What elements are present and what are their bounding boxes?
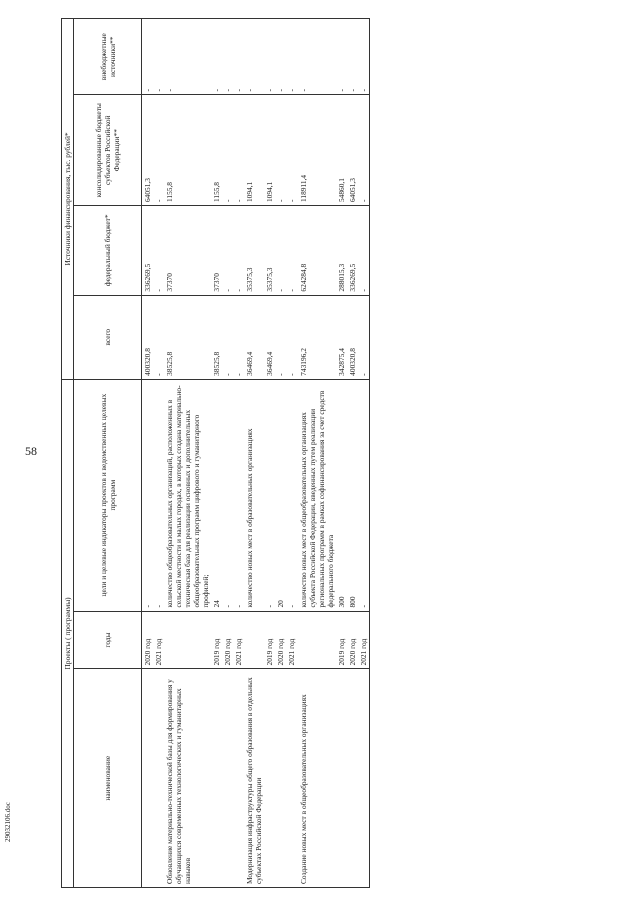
- table-row: [153, 19, 164, 888]
- row-total-cell: 38525,8: [164, 295, 211, 379]
- footer-filename: 29032106.doc: [4, 802, 12, 842]
- row-consolidated-cell: -: [358, 95, 370, 206]
- row-goal-cell: количество новых мест в общеобразовательных организациях субъекта Российской Федерации, введенных путем реализации региональных программ в рамках софинансирования за счет средств федерального бюджета: [298, 379, 336, 611]
- row-federal-cell: -: [153, 206, 164, 296]
- row-extrabudget-cell: -: [244, 19, 264, 95]
- row-extrabudget-cell: -: [233, 19, 244, 95]
- row-federal-cell: 35375,3: [264, 206, 275, 296]
- row-goal-cell: 300: [336, 379, 347, 611]
- row-total-cell: 400320,8: [142, 295, 154, 379]
- row-extrabudget-cell: -: [222, 19, 233, 95]
- row-goal-cell: количество новых мест в образовательных организациях: [244, 379, 264, 611]
- row-name-cell: Создание новых мест в общеобразовательных организациях: [298, 669, 336, 888]
- table-header: [62, 19, 142, 888]
- row-consolidated-cell: 1094,1: [244, 95, 264, 206]
- row-consolidated-cell: 64051,3: [347, 95, 358, 206]
- table-row: [358, 19, 370, 888]
- row-year-cell: [164, 611, 211, 669]
- row-total-cell: -: [358, 295, 370, 379]
- row-consolidated-cell: 1155,8: [164, 95, 211, 206]
- row-total-cell: -: [286, 295, 297, 379]
- row-name-cell: [222, 669, 233, 888]
- row-federal-cell: 37370: [211, 206, 222, 296]
- row-goal-cell: -: [286, 379, 297, 611]
- table-row: [244, 19, 264, 888]
- row-year-cell: 2019 год: [264, 611, 275, 669]
- row-total-cell: -: [233, 295, 244, 379]
- row-year-cell: [244, 611, 264, 669]
- row-consolidated-cell: 1155,8: [211, 95, 222, 206]
- row-goal-cell: количество общеобразовательных организаций, расположенных в сельской местности и малых городах, в которых создана материально-техническая база для реализации основных и дополнительных общеобразовательных программ цифрового и гуманитарного профилей;: [164, 379, 211, 611]
- row-year-cell: 2021 год: [153, 611, 164, 669]
- row-name-cell: Обновление материально-технической базы для формирования у обучающихся современных технологических и гуманитарных навыков: [164, 669, 211, 888]
- row-total-cell: 400320,8: [347, 295, 358, 379]
- row-year-cell: [298, 611, 336, 669]
- row-total-cell: 743196,2: [298, 295, 336, 379]
- row-extrabudget-cell: -: [298, 19, 336, 95]
- row-total-cell: 342875,4: [336, 295, 347, 379]
- row-federal-cell: 37370: [164, 206, 211, 296]
- row-federal-cell: -: [275, 206, 286, 296]
- row-name-cell: [211, 669, 222, 888]
- row-federal-cell: 336269,5: [142, 206, 154, 296]
- row-goal-cell: 20: [275, 379, 286, 611]
- table-row: [286, 19, 297, 888]
- federal-column-header: федеральный бюджет*: [74, 206, 142, 296]
- row-federal-cell: -: [222, 206, 233, 296]
- row-total-cell: 38525,8: [211, 295, 222, 379]
- table-row: [164, 19, 211, 888]
- row-extrabudget-cell: -: [164, 19, 211, 95]
- financing-table: [61, 18, 370, 888]
- goals-column-header: цели и целевые индикаторы проектов и ведомственных целевых программ: [74, 379, 142, 611]
- row-name-cell: [336, 669, 347, 888]
- row-total-cell: -: [222, 295, 233, 379]
- row-extrabudget-cell: -: [264, 19, 275, 95]
- row-extrabudget-cell: -: [358, 19, 370, 95]
- financing-table-sheet: [61, 18, 626, 888]
- consolidated-column-header: консолидированные бюджеты субъектов Российской Федерации**: [74, 95, 142, 206]
- row-year-cell: 2021 год: [233, 611, 244, 669]
- row-name-cell: [347, 669, 358, 888]
- row-goal-cell: -: [222, 379, 233, 611]
- row-extrabudget-cell: -: [275, 19, 286, 95]
- table-row: [142, 19, 154, 888]
- years-column-header: годы: [74, 611, 142, 669]
- table-row: [264, 19, 275, 888]
- row-consolidated-cell: -: [222, 95, 233, 206]
- row-total-cell: -: [275, 295, 286, 379]
- row-consolidated-cell: -: [286, 95, 297, 206]
- row-name-cell: [233, 669, 244, 888]
- row-total-cell: 36469,4: [244, 295, 264, 379]
- row-consolidated-cell: -: [233, 95, 244, 206]
- row-consolidated-cell: -: [275, 95, 286, 206]
- row-year-cell: 2019 год: [336, 611, 347, 669]
- row-name-cell: [275, 669, 286, 888]
- page-number: 58: [25, 444, 37, 458]
- row-extrabudget-cell: -: [142, 19, 154, 95]
- row-federal-cell: -: [286, 206, 297, 296]
- table-row: [275, 19, 286, 888]
- row-federal-cell: 336269,5: [347, 206, 358, 296]
- row-goal-cell: -: [264, 379, 275, 611]
- name-column-header: наименование: [74, 669, 142, 888]
- row-consolidated-cell: -: [153, 95, 164, 206]
- row-name-cell: Модернизация инфраструктуры общего образования в отдельных субъектах Российской Федерации: [244, 669, 264, 888]
- row-year-cell: 2020 год: [347, 611, 358, 669]
- row-year-cell: 2021 год: [358, 611, 370, 669]
- row-name-cell: [358, 669, 370, 888]
- row-goal-cell: -: [233, 379, 244, 611]
- row-federal-cell: -: [358, 206, 370, 296]
- row-extrabudget-cell: -: [211, 19, 222, 95]
- row-name-cell: [153, 669, 164, 888]
- row-goal-cell: 800: [347, 379, 358, 611]
- row-federal-cell: -: [233, 206, 244, 296]
- row-consolidated-cell: 54860,1: [336, 95, 347, 206]
- row-goal-cell: 24: [211, 379, 222, 611]
- row-year-cell: 2020 год: [275, 611, 286, 669]
- row-year-cell: 2020 год: [222, 611, 233, 669]
- row-extrabudget-cell: -: [153, 19, 164, 95]
- table-body: [142, 19, 370, 888]
- row-year-cell: 2020 год: [142, 611, 154, 669]
- sources-group-header: Источники финансирования, тыс. рублей*: [62, 19, 74, 380]
- row-federal-cell: 288015,3: [336, 206, 347, 296]
- table-row: [211, 19, 222, 888]
- extrabudget-column-header: внебюджетные источники**: [74, 19, 142, 95]
- row-extrabudget-cell: -: [347, 19, 358, 95]
- row-extrabudget-cell: -: [336, 19, 347, 95]
- row-consolidated-cell: 118911,4: [298, 95, 336, 206]
- row-goal-cell: -: [358, 379, 370, 611]
- table-row: [347, 19, 358, 888]
- row-total-cell: -: [153, 295, 164, 379]
- row-federal-cell: 35375,3: [244, 206, 264, 296]
- row-year-cell: 2019 год: [211, 611, 222, 669]
- table-row: [233, 19, 244, 888]
- row-name-cell: [286, 669, 297, 888]
- row-total-cell: 36469,4: [264, 295, 275, 379]
- row-goal-cell: -: [142, 379, 154, 611]
- row-name-cell: [142, 669, 154, 888]
- row-federal-cell: 624284,8: [298, 206, 336, 296]
- row-name-cell: [264, 669, 275, 888]
- row-consolidated-cell: 1094,1: [264, 95, 275, 206]
- table-row: [336, 19, 347, 888]
- table-row: [298, 19, 336, 888]
- table-row: [222, 19, 233, 888]
- row-year-cell: 2021 год: [286, 611, 297, 669]
- row-extrabudget-cell: -: [286, 19, 297, 95]
- row-consolidated-cell: 64051,3: [142, 95, 154, 206]
- row-goal-cell: -: [153, 379, 164, 611]
- projects-group-header: Проекты ( программы): [62, 379, 74, 887]
- total-column-header: всего: [74, 295, 142, 379]
